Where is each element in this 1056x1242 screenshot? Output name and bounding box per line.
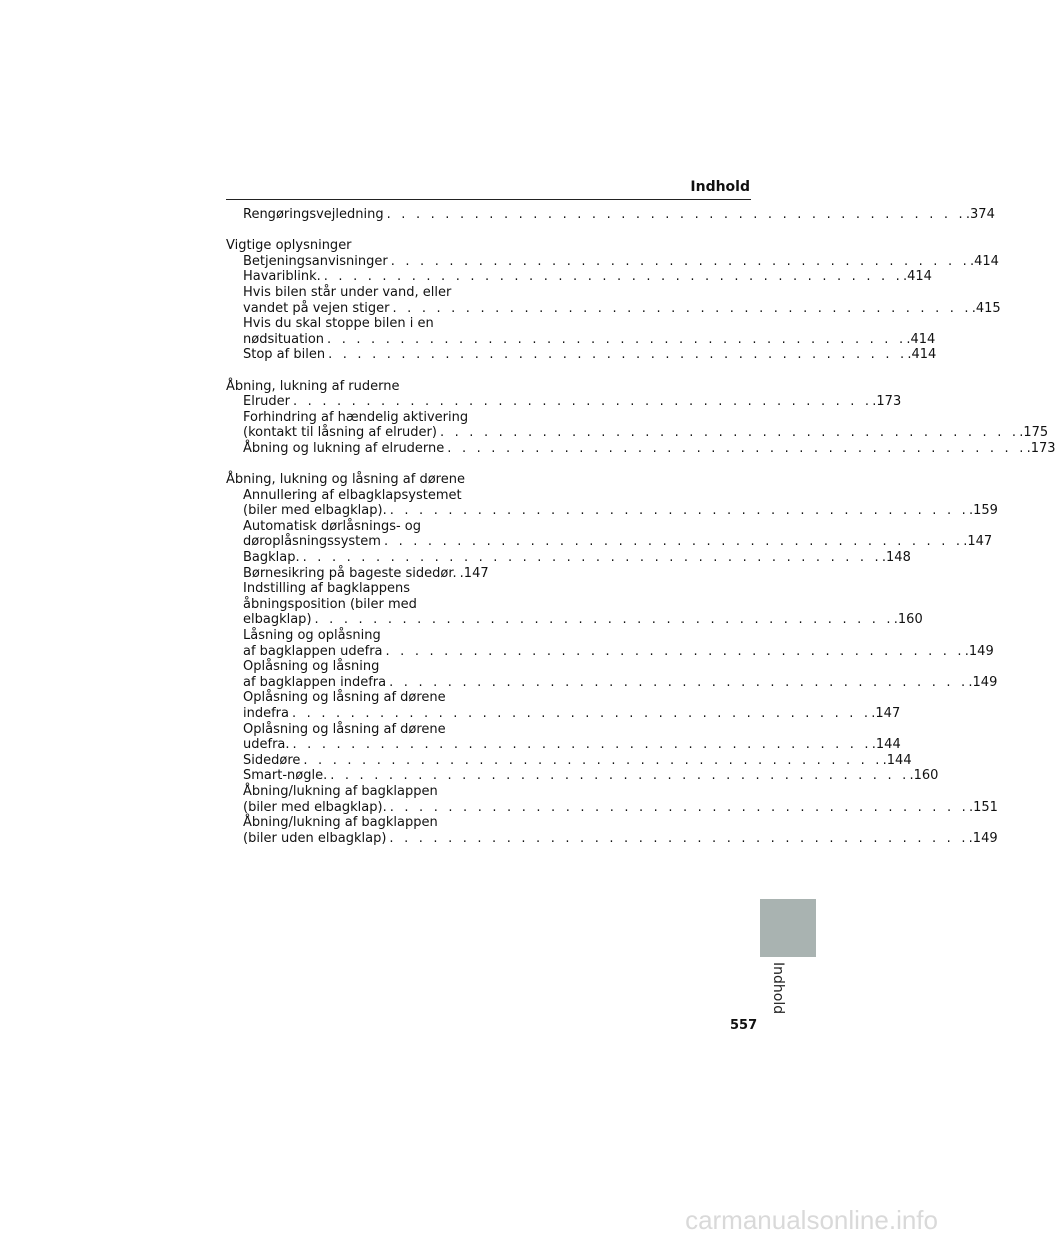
index-entry-text: elbagklap) (243, 612, 312, 628)
index-entry (226, 628, 476, 644)
index-entry-text: Åbning/lukning af bagklappen (243, 815, 438, 831)
index-page-ref: .151 (968, 799, 998, 815)
index-entry-text: Annullering af elbagklapsystemet (243, 487, 462, 503)
page-header-title: Indhold (690, 179, 750, 195)
index-entry (226, 768, 939, 784)
index-entry (226, 331, 936, 348)
dot-leader: . . . . . . . . . . . . . . . . . . . . . . . . . . . . . . . . . . . . . . . . (328, 347, 908, 363)
index-entry (226, 300, 1001, 317)
index-entry-text: (biler med elbagklap). (243, 503, 387, 519)
index-column (226, 207, 1056, 846)
dot-leader: . . . . . . . . . . . . . . . . . . . . . . . . . . . . . . . . . . . . . . . . (314, 612, 894, 628)
header-divider (226, 199, 751, 200)
index-entry-text: åbningsposition (biler med (243, 596, 417, 612)
index-entry (226, 285, 476, 301)
index-page-ref: .414 (969, 253, 999, 269)
dot-leader: . . . . . . . . . . . . . . . . . . . . . . . . . . . . . . . . . . . . . . . . (389, 503, 969, 519)
index-entry-text: Automatisk dørlåsnings- og (243, 518, 422, 534)
index-entry-text: Elruder (243, 394, 291, 410)
index-entry (226, 799, 998, 816)
index-entry (226, 722, 476, 738)
index-page-ref: .160 (909, 768, 939, 784)
index-entry-text: Oplåsning og låsning af dørene (243, 721, 446, 737)
index-entry-text: Havariblink. (243, 269, 321, 285)
index-entry (226, 659, 476, 675)
index-page-ref: .144 (882, 752, 912, 768)
index-page-ref: .147 (963, 534, 993, 550)
index-entry-text: Vigtige oplysninger (226, 238, 352, 254)
index-page-ref: .159 (968, 503, 998, 519)
index-entry (226, 440, 1056, 457)
index-entry-text: Indstilling af bagklappens (243, 581, 411, 597)
dot-leader: . . . . . . . . . . . . . . . . . . . . . . . . . . . . . . . . . . . . . . . . (389, 799, 969, 815)
index-entry-text: Rengøringsvejledning (243, 207, 384, 222)
index-entry (226, 815, 476, 831)
index-entry (226, 674, 998, 691)
index-entry (226, 425, 1049, 441)
dot-leader: . . . . . . . . . . . . . . . . . . . . . . . . . . . . . . . . . . . . . . . . (323, 269, 903, 285)
section-tab-label: Indhold (770, 962, 786, 1015)
index-entry (226, 737, 901, 753)
index-page-ref: .160 (893, 612, 923, 628)
index-page-ref: .147 (871, 706, 901, 721)
index-entry-text: (biler uden elbagklap) (243, 830, 387, 846)
index-entry (226, 706, 901, 722)
index-entry-text: Smart-nøgle. (243, 768, 328, 784)
index-entry-text: Åbning, lukning og låsning af dørene (226, 472, 465, 488)
index-page-ref: .175 (1019, 425, 1049, 441)
dot-leader: . . . . . . . . . . . . . . . . . . . . . . . . . . . . . . . . . . . . . . . . (447, 440, 1027, 456)
index-entry-text: Børnesikring på bageste sidedør. (243, 565, 457, 581)
index-entry (226, 269, 932, 285)
index-page-ref: .173 (872, 394, 902, 410)
watermark: carmanualsonline.info (685, 1205, 938, 1235)
index-entry-text: Hvis bilen står under vand, eller (243, 284, 452, 300)
dot-leader: . . . . . . . . . . . . . . . . . . . . . . . . . . . . . . . . . . . . . . . . (302, 550, 882, 566)
dot-leader: . . . . . . . . . . . . . . . . . . . . . . . . . . . . . . . . . . . . . . . . (385, 643, 965, 659)
index-page-ref: .414 (907, 347, 937, 363)
index-page-ref: .414 (903, 269, 932, 285)
dot-leader: . . . . . . . . . . . . . . . . . . . . . . . . . . . . . . . . . . . . . . . . (383, 534, 964, 550)
dot-leader: . . . . . . . . . . . . . . . . . . . . . . . . . . . . . . . . . . . . . . . . (389, 830, 969, 846)
index-entry-text: vandet på vejen stiger (243, 300, 390, 316)
index-page-ref: .415 (971, 300, 1001, 316)
index-entry-text: døroplåsningssystem (243, 534, 381, 550)
index-entry-text: Forhindring af hændelig aktivering (243, 409, 469, 425)
index-page-ref: .147 (459, 565, 489, 581)
index-entry (226, 784, 476, 800)
index-entry (226, 612, 923, 628)
index-gap (226, 457, 476, 473)
index-entry (226, 503, 998, 519)
index-entry (226, 410, 476, 426)
index-entry (226, 565, 489, 582)
section-tab (760, 899, 816, 957)
dot-leader: . . . . . . . . . . . . . . . . . . . . . . . . . . . . . . . . . . . . . . . . (390, 253, 970, 269)
index-page-ref: .149 (968, 674, 998, 690)
index-entry-text: udefra. (243, 737, 290, 753)
index-page-ref: .374 (965, 207, 995, 222)
index-entry (226, 534, 993, 550)
index-entry (226, 519, 476, 535)
index-entry (226, 207, 995, 223)
index-entry (226, 316, 476, 332)
index-entry-text: Åbning og lukning af elruderne (243, 440, 445, 456)
index-page-ref: .148 (881, 550, 911, 566)
index-entry-text: Sidedøre (243, 752, 301, 768)
index-page-ref: .173 (1026, 440, 1056, 456)
index-entry-text: af bagklappen udefra (243, 643, 383, 659)
dot-leader: . . . . . . . . . . . . . . . . . . . . . . . . . . . . . . . . . . . . . . . . (293, 394, 873, 410)
index-entry (226, 394, 902, 410)
dot-leader: . . . . . . . . . . . . . . . . . . . . . . . . . . . . . . . . . . . . . . . . (330, 768, 910, 784)
index-page-ref: .144 (871, 737, 901, 753)
index-gap (226, 363, 476, 379)
dot-leader: . . . . . . . . . . . . . . . . . . . . . . . . . . . . . . . . . . . . . . . . (303, 752, 883, 768)
dot-leader: . . . . . . . . . . . . . . . . . . . . . . . . . . . . . . . . . . . . . . . . (392, 300, 972, 316)
index-entry-text: indefra (243, 706, 289, 721)
index-entry-text: (kontakt til låsning af elruder) (243, 425, 437, 441)
index-entry-text: Betjeningsanvisninger (243, 253, 388, 269)
index-entry (226, 253, 999, 270)
index-entry (226, 752, 912, 769)
index-entry (226, 550, 911, 566)
index-entry (226, 597, 476, 613)
dot-leader: . . . . . . . . . . . . . . . . . . . . . . . . . . . . . . . . . . . . . . . . (439, 425, 1020, 441)
index-entry-text: Bagklap. (243, 550, 300, 566)
index-entry-text: Åbning/lukning af bagklappen (243, 783, 438, 799)
index-entry (226, 643, 994, 660)
index-heading (226, 238, 476, 254)
index-gap (226, 223, 476, 239)
index-entry-text: Oplåsning og låsning (243, 659, 380, 675)
index-page-ref: .149 (968, 830, 998, 846)
index-heading (226, 472, 476, 488)
dot-leader: . . . . . . . . . . . . . . . . . . . . . . . . . . . . . . . . . . . . . . . . (292, 737, 872, 753)
index-entry (226, 690, 476, 706)
index-entry (226, 347, 937, 363)
index-entry-text: Stop af bilen (243, 347, 326, 363)
index-page-ref: .414 (906, 331, 936, 347)
index-entry-text: Oplåsning og låsning af dørene (243, 690, 446, 706)
index-entry-text: nødsituation (243, 331, 325, 347)
index-entry-text: (biler med elbagklap). (243, 799, 387, 815)
index-entry-text: Åbning, lukning af ruderne (226, 378, 400, 394)
index-entry (226, 488, 476, 504)
dot-leader: . . . . . . . . . . . . . . . . . . . . . . . . . . . . . . . . . . . . . . . . (386, 207, 966, 222)
dot-leader: . . . . . . . . . . . . . . . . . . . . . . . . . . . . . . . . . . . . . . . . (327, 331, 907, 347)
index-page-ref: .149 (964, 643, 994, 659)
index-entry (226, 581, 476, 597)
index-entry-text: Låsning og oplåsning (243, 628, 381, 644)
dot-leader: . . . . . . . . . . . . . . . . . . . . . . . . . . . . . . . . . . . . . . . . (389, 674, 969, 690)
dot-leader: . . . . . . . . . . . . . . . . . . . . . . . . . . . . . . . . . . . . . . . . (292, 706, 872, 721)
index-entry-text: af bagklappen indefra (243, 674, 387, 690)
index-entry-text: Hvis du skal stoppe bilen i en (243, 316, 434, 332)
page-number: 557 (730, 1018, 758, 1033)
index-entry (226, 830, 998, 847)
index-heading (226, 379, 476, 395)
